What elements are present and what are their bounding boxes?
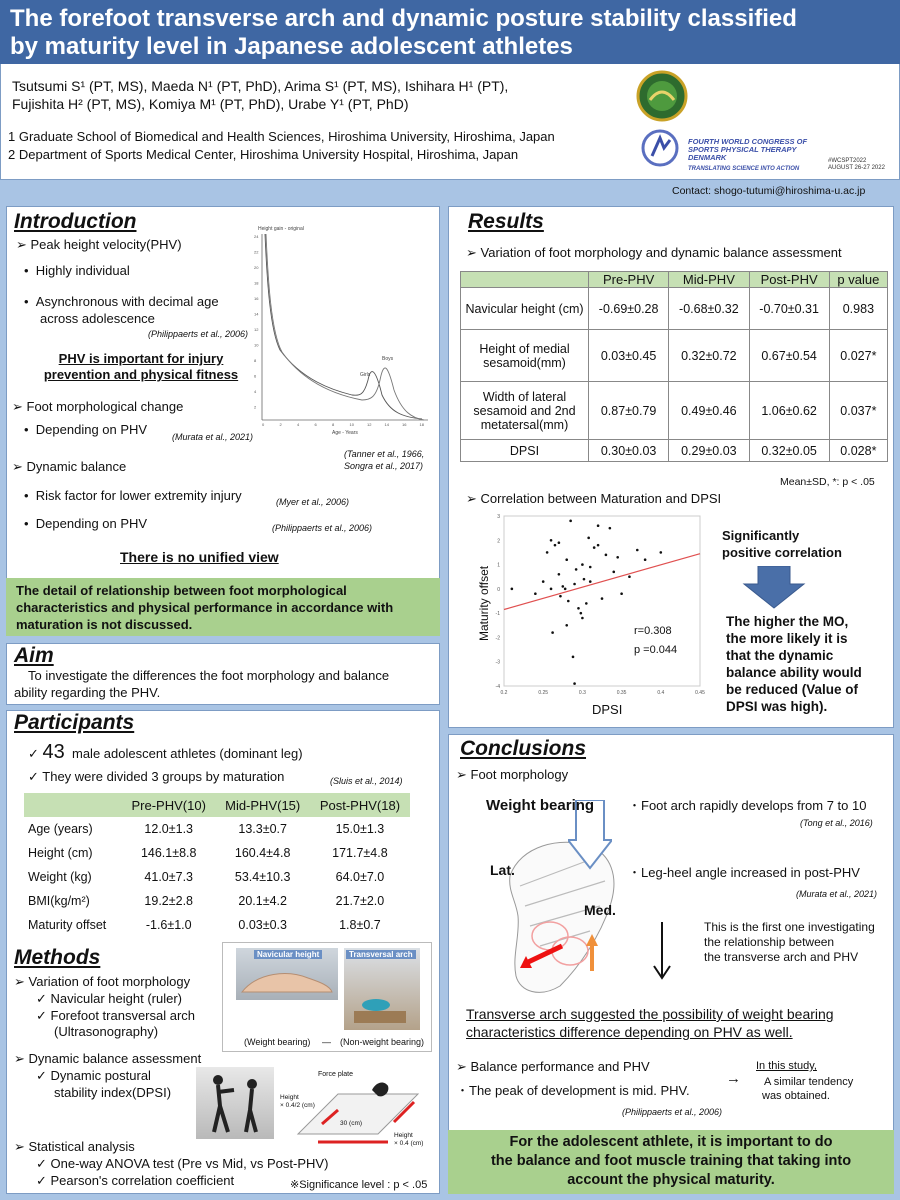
conc-foot-text: Foot morphology — [470, 767, 569, 782]
intro-no-view: There is no unified view — [120, 549, 279, 565]
methods-m3a: ✓ One-way ANOVA test (Pre vs Mid, vs Post-PHV) — [36, 1156, 329, 1171]
participants-row-label: Weight (kg) — [28, 870, 92, 884]
growth-ytick: 18 — [254, 280, 259, 286]
final-line-3: account the physical maturity. — [567, 1172, 775, 1188]
gap-line-2: characteristics and physical performance in accordance with — [16, 600, 394, 615]
conc-c2: ・Leg-heel angle increased in post-PHV — [628, 865, 860, 880]
scatter-point — [550, 539, 553, 542]
methods-heading: Methods — [14, 946, 101, 969]
scatter-ytick: 1 — [497, 562, 500, 569]
dash-label: — — [322, 1037, 331, 1047]
participants-cell: 12.0±1.3 — [144, 822, 193, 836]
corr-p: p =0.044 — [634, 644, 678, 656]
results-cell: -0.69±0.28 — [589, 288, 669, 330]
growth-boys-label: Boys — [382, 356, 394, 362]
navicular-label: Navicular height — [254, 950, 322, 959]
participants-cell: 21.7±2.0 — [335, 894, 385, 908]
results-row — [461, 440, 888, 462]
participants-n-value: 43 — [42, 741, 65, 763]
results-col-header: p value — [829, 272, 887, 288]
scatter-point — [511, 588, 514, 591]
results-note: Mean±SD, *: p < .05 — [780, 476, 875, 488]
results-cell: 0.32±0.05 — [749, 440, 829, 462]
conc-cite-3: (Philippaerts et al., 2006) — [622, 1107, 723, 1117]
growth-ytick: 6 — [254, 373, 257, 379]
growth-ytick: 10 — [254, 342, 259, 348]
height-label-1-a: Height — [280, 1094, 299, 1101]
scatter-point — [597, 544, 600, 547]
title-line-2: by maturity level in Japanese adolescent athletes — [10, 33, 573, 60]
congress-logo-icon — [640, 128, 680, 168]
participants-row — [24, 865, 410, 889]
ultrasound-foot-icon — [350, 985, 410, 1025]
scatter-point — [616, 556, 619, 559]
growth-ytick: 2 — [254, 404, 257, 410]
conc-peak: ・The peak of development is mid. PHV. — [456, 1083, 690, 1098]
results-cell: 0.29±0.03 — [669, 440, 749, 462]
conc-cite-2: (Murata et al., 2021) — [796, 889, 878, 899]
scatter-xtick: 0.2 — [500, 690, 508, 696]
results-cell: 0.32±0.72 — [669, 330, 749, 382]
results-cell: 0.027* — [829, 330, 887, 382]
growth-ytick: 12 — [254, 327, 259, 332]
scatter-point — [585, 602, 588, 605]
participants-cell: 64.0±7.0 — [335, 870, 385, 884]
scatter-point — [581, 617, 584, 620]
first-line-3: the transverse arch and PHV — [704, 950, 859, 964]
growth-velocity-graph — [252, 220, 434, 450]
scatter-xtick: 0.25 — [538, 690, 549, 696]
higher-mo-text — [726, 613, 862, 715]
graph-cite-2: Songra et al., 2017) — [344, 461, 424, 471]
congress-line-3: DENMARK — [688, 153, 727, 162]
participants-col-header — [24, 793, 122, 817]
methods-m1b1-text: Forefoot transversal arch — [50, 1008, 196, 1023]
participants-n: ✓ 43 male adolescent athletes (dominant leg) — [28, 741, 303, 763]
results-row-label: Width of lateral sesamoid and 2nd metatersal(mm) — [461, 382, 589, 440]
participants-cell: 13.3±0.7 — [238, 822, 287, 836]
participants-row — [24, 913, 410, 937]
results-row — [461, 288, 888, 330]
height-label-1-b: × 0.4/2 (cm) — [280, 1102, 315, 1109]
growth-xtick: 14 — [384, 422, 389, 427]
intro-important-2: prevention and physical fitness — [43, 367, 239, 382]
participants-cell: 20.1±4.2 — [238, 894, 287, 908]
first-line-1: This is the first one investigating — [704, 920, 875, 934]
intro-foot-text: Foot morphological change — [26, 399, 184, 414]
growth-curve-girls — [265, 234, 422, 419]
scatter-point — [554, 544, 557, 547]
results-cell: 0.67±0.54 — [749, 330, 829, 382]
scatter-xtick: 0.35 — [616, 690, 627, 696]
final-line-2: the balance and foot muscle training that taking into — [490, 1153, 852, 1169]
aim-line-1: To investigate the differences the foot morphology and balance — [28, 668, 390, 683]
scatter-point — [558, 573, 561, 576]
intro-b1: • Highly individual — [24, 263, 130, 278]
scatter-point — [575, 568, 578, 571]
gap-line-1: The detail of relationship between foot morphological — [16, 583, 347, 598]
congress-date-text: AUGUST 26-27 2022 — [828, 165, 885, 171]
congress-line-2: SPORTS PHYSICAL THERAPY — [688, 145, 797, 154]
congress-name — [688, 138, 807, 162]
growth-ytick: 14 — [254, 311, 259, 317]
results-cell: -0.70±0.31 — [749, 288, 829, 330]
med-label: Med. — [584, 902, 616, 918]
sig-line-1: Significantly — [722, 528, 800, 543]
results-col-header: Pre-PHV — [589, 272, 669, 288]
growth-girls-label: Girls — [360, 372, 371, 378]
gap-line-3: maturation is not discussed. — [16, 617, 193, 632]
results-col-header — [461, 272, 589, 288]
participants-row — [24, 889, 410, 913]
participants-row — [24, 841, 410, 865]
participants-groups-text: They were divided 3 groups by maturation — [42, 769, 285, 784]
transversal-label: Transversal arch — [346, 950, 416, 959]
intro-foot-b-text: Depending on PHV — [35, 422, 148, 437]
growth-ytick: 24 — [254, 234, 259, 239]
methods-m2: ➢ Dynamic balance assessment — [14, 1051, 202, 1066]
affiliation-1: 1 Graduate School of Biomedical and Health Sciences, Hiroshima University, Hiroshima, Japan — [8, 129, 555, 144]
participants-cell: 53.4±10.3 — [234, 870, 291, 884]
growth-xtick: 10 — [349, 422, 354, 427]
higher-line-4: balance ability would — [726, 665, 862, 680]
conc-cite-1: (Tong et al., 2016) — [800, 818, 873, 828]
corr-r: r=0.308 — [634, 625, 672, 637]
nwb-label: (Non-weight bearing) — [340, 1037, 425, 1047]
results-table — [460, 271, 888, 462]
intro-dyn-b2: • Depending on PHV — [24, 516, 148, 531]
wb-label: (Weight bearing) — [244, 1037, 311, 1047]
methods-m2a2: stability index(DPSI) — [54, 1085, 172, 1100]
lat-label: Lat. — [490, 862, 515, 878]
intro-foot: ➢ Foot morphological change — [12, 399, 184, 414]
study-line-3: was obtained. — [762, 1090, 830, 1102]
growth-xtick: 18 — [419, 422, 424, 427]
first-study-text — [704, 920, 875, 965]
participants-row-label: Height (cm) — [28, 846, 93, 860]
scatter-point — [534, 592, 537, 595]
higher-line-3: that the dynamic — [726, 648, 834, 663]
higher-line-2: the more likely it is — [726, 631, 848, 646]
scatter-point — [542, 580, 545, 583]
growth-ytick: 4 — [254, 389, 257, 394]
results-cell: 0.03±0.45 — [589, 330, 669, 382]
intro-cite-4: (Philippaerts et al., 2006) — [272, 523, 373, 533]
participants-cell: 19.2±2.8 — [144, 894, 193, 908]
participants-cell: -1.6±1.0 — [145, 918, 192, 932]
growth-ytick: 8 — [254, 358, 257, 363]
scatter-point — [567, 600, 570, 603]
distance-label: 30 (cm) — [340, 1120, 363, 1127]
height-label-1 — [280, 1094, 315, 1110]
intro-phv-text: Peak height velocity(PHV) — [30, 237, 182, 252]
methods-m3b-text: Pearson's correlation coefficient — [50, 1173, 235, 1188]
scatter-point — [565, 624, 568, 627]
first-line-2: the relationship between — [704, 935, 835, 949]
results-row — [461, 382, 888, 440]
participants-cell: 160.4±4.8 — [234, 846, 291, 860]
results-cell: -0.68±0.32 — [669, 288, 749, 330]
trans-line-2: characteristics difference depending on PHV as well. — [466, 1024, 793, 1040]
scatter-ytick: -2 — [495, 635, 500, 642]
scatter-point — [546, 551, 549, 554]
scatter-point — [551, 631, 554, 634]
participants-table-header — [24, 793, 410, 817]
conc-bal: ➢ Balance performance and PHV — [456, 1059, 650, 1074]
height-label-2 — [394, 1132, 423, 1148]
scatter-point — [562, 585, 565, 588]
sig-line-2: positive correlation — [722, 545, 842, 560]
participants-cell: 146.1±8.8 — [140, 846, 197, 860]
significance-note: ※Significance level : p < .05 — [290, 1179, 428, 1191]
scatter-point — [612, 571, 615, 574]
participants-table — [24, 793, 410, 937]
scatter-point — [573, 682, 576, 685]
down-arrow-icon — [742, 566, 806, 610]
growth-xtick: 6 — [314, 422, 317, 427]
participants-cell: 1.8±0.7 — [339, 918, 381, 932]
scatter-point — [609, 527, 612, 530]
authors-line-2: Fujishita H² (PT, MS), Komiya M¹ (PT, PhD), Urabe Y¹ (PT, PhD) — [12, 96, 409, 112]
scatter-point — [572, 656, 575, 659]
study-line-2: A similar tendency — [764, 1076, 854, 1088]
results-row-label: DPSI — [461, 440, 589, 462]
graph-cite-1: (Tanner et al., 1966, — [344, 449, 425, 459]
participants-cell: 15.0±1.3 — [335, 822, 385, 836]
title-line-1: The forefoot transverse arch and dynamic posture stability classified — [10, 5, 797, 32]
scatter-point — [581, 563, 584, 566]
intro-dyn: ➢ Dynamic balance — [12, 459, 127, 474]
intro-cite-3: (Myer et al., 2006) — [276, 497, 350, 507]
growth-ytick: 20 — [254, 265, 259, 270]
scatter-point — [601, 597, 604, 600]
participants-row-label: Age (years) — [28, 822, 93, 836]
results-row-label: Navicular height (cm) — [461, 288, 589, 330]
growth-x-label: Age - Years — [332, 430, 358, 436]
congress-tagline: TRANSLATING SCIENCE INTO ACTION — [688, 166, 800, 172]
scatter-point — [573, 583, 576, 586]
growth-xtick: 8 — [332, 422, 335, 427]
conclusions-heading: Conclusions — [460, 737, 587, 760]
intro-b2a-text: Asynchronous with decimal age — [35, 294, 219, 309]
growth-xtick: 4 — [297, 422, 300, 427]
scatter-point — [583, 578, 586, 581]
weight-bearing-label: Weight bearing — [486, 797, 595, 814]
scatter-ytick: -1 — [495, 611, 500, 618]
conc-bal-text: Balance performance and PHV — [470, 1059, 650, 1074]
athlete-jump-icon — [200, 1070, 270, 1136]
results-cell: 0.028* — [829, 440, 887, 462]
aim-line-2: ability regarding the PHV. — [14, 685, 161, 700]
results-cell: 1.06±0.62 — [749, 382, 829, 440]
scatter-chart — [474, 510, 710, 720]
methods-m2-text: Dynamic balance assessment — [28, 1051, 202, 1066]
results-col-header: Post-PHV — [749, 272, 829, 288]
methods-m2a: ✓ Dynamic postural — [36, 1068, 151, 1083]
results-cell: 0.30±0.03 — [589, 440, 669, 462]
scatter-ylabel: Maturity offset — [477, 565, 491, 641]
growth-graph-title: Height gain - original — [258, 226, 304, 232]
intro-cite-2: (Murata et al., 2021) — [172, 432, 254, 442]
foot-side-icon — [238, 962, 336, 998]
conc-arrow: → — [726, 1070, 741, 1087]
participants-col-header: Pre-PHV(10) — [122, 793, 216, 817]
results-table-header — [461, 272, 888, 288]
scatter-point — [558, 541, 561, 544]
intro-dyn-b1: • Risk factor for lower extremity injury — [24, 488, 242, 503]
scatter-xtick: 0.4 — [657, 690, 665, 696]
scatter-point — [589, 566, 592, 569]
authors-line-1: Tsutsumi S¹ (PT, MS), Maeda N¹ (PT, PhD), Arima S¹ (PT, MS), Ishihara H¹ (PT), — [12, 78, 509, 94]
results-row — [461, 330, 888, 382]
force-plate-label: Force plate — [318, 1071, 354, 1078]
intro-cite-1: (Philippaerts et al., 2006) — [148, 329, 249, 339]
scatter-point — [593, 546, 596, 549]
growth-curve-boys — [266, 234, 424, 420]
growth-ytick: 16 — [254, 296, 259, 301]
conc-foot: ➢ Foot morphology — [456, 767, 569, 782]
intro-b2b: across adolescence — [40, 311, 155, 326]
scatter-point — [564, 588, 567, 591]
participants-col-header: Post-PHV(18) — [310, 793, 410, 817]
results-sub-1: ➢ Variation of foot morphology and dynamic balance assessment — [466, 245, 842, 260]
title-bar — [0, 0, 900, 64]
congress-date — [828, 158, 885, 172]
university-logo-icon — [636, 70, 688, 122]
results-cell: 0.87±0.79 — [589, 382, 669, 440]
results-sub-1-text: Variation of foot morphology and dynamic balance assessment — [480, 245, 842, 260]
participants-n-text: male adolescent athletes (dominant leg) — [72, 746, 303, 761]
results-cell: 0.037* — [829, 382, 887, 440]
congress-tag: #WCSPT2022 — [828, 158, 867, 164]
participants-col-header: Mid-PHV(15) — [216, 793, 310, 817]
participants-row — [24, 817, 410, 841]
scatter-point — [636, 549, 639, 552]
scatter-ytick: 2 — [497, 538, 500, 545]
contact-email[interactable]: Contact: shogo-tutumi@hiroshima-u.ac.jp — [672, 185, 866, 197]
results-row-label: Height of medial sesamoid(mm) — [461, 330, 589, 382]
scatter-ytick: -3 — [495, 659, 500, 666]
conc-c1: ・Foot arch rapidly develops from 7 to 10 — [628, 798, 867, 813]
results-sub-2-text: Correlation between Maturation and DPSI — [480, 491, 722, 506]
height-label-2-b: × 0.4 (cm) — [394, 1140, 424, 1147]
scatter-xtick: 0.3 — [578, 690, 586, 696]
results-sub-2: ➢ Correlation between Maturation and DPSI — [466, 491, 722, 506]
scatter-point — [580, 612, 583, 615]
methods-m3: ➢ Statistical analysis — [14, 1139, 135, 1154]
intro-foot-b: • Depending on PHV — [24, 422, 148, 437]
congress-line-1: FOURTH WORLD CONGRESS OF — [688, 137, 808, 146]
higher-line-5: be reduced (Value of — [726, 682, 859, 697]
participants-cell: 171.7±4.8 — [332, 846, 388, 860]
scatter-ytick: 0 — [497, 586, 500, 593]
scatter-xlabel: DPSI — [592, 702, 623, 717]
scatter-point — [644, 558, 647, 561]
scatter-point — [587, 537, 590, 540]
intro-b1-text: Highly individual — [35, 263, 130, 278]
higher-line-6: DPSI was high). — [726, 699, 828, 714]
scatter-point — [605, 554, 608, 557]
methods-m1-text: Variation of foot morphology — [28, 974, 191, 989]
growth-xtick: 0 — [262, 422, 265, 427]
scatter-point — [559, 595, 562, 598]
intro-b2: • Asynchronous with decimal age — [24, 294, 219, 309]
participants-row-label: Maturity offset — [28, 918, 107, 932]
growth-xtick: 16 — [402, 422, 407, 427]
methods-m2a1-text: Dynamic postural — [50, 1068, 151, 1083]
participants-cite: (Sluis et al., 2014) — [330, 776, 403, 786]
scatter-point — [660, 551, 663, 554]
scatter-point — [550, 588, 553, 591]
participants-cell: 0.03±0.3 — [238, 918, 287, 932]
methods-m3b: ✓ Pearson's correlation coefficient — [36, 1173, 235, 1188]
methods-m1a: ✓ Navicular height (ruler) — [36, 991, 183, 1006]
methods-m1b2: (Ultrasonography) — [54, 1024, 159, 1039]
scatter-point — [565, 558, 568, 561]
final-line-1: For the adolescent athlete, it is important to do — [509, 1134, 833, 1150]
scatter-ytick: 3 — [497, 514, 500, 520]
higher-line-1: The higher the MO, — [726, 614, 849, 629]
scatter-xtick: 0.45 — [695, 690, 705, 696]
results-col-header: Mid-PHV — [669, 272, 749, 288]
intro-phv: ➢ Peak height velocity(PHV) — [16, 237, 182, 252]
participants-heading: Participants — [14, 711, 135, 734]
scatter-point — [577, 607, 580, 610]
height-label-2-a: Height — [394, 1132, 413, 1139]
growth-xtick: 12 — [367, 422, 372, 427]
intro-dyn-text: Dynamic balance — [26, 459, 127, 474]
results-cell: 0.983 — [829, 288, 887, 330]
scatter-point — [597, 524, 600, 527]
intro-dyn-b2-text: Depending on PHV — [35, 516, 148, 531]
results-heading: Results — [468, 210, 544, 233]
intro-important-1: PHV is important for injury — [58, 351, 224, 366]
results-cell: 0.49±0.46 — [669, 382, 749, 440]
methods-m3a-text: One-way ANOVA test (Pre vs Mid, vs Post-PHV) — [50, 1156, 329, 1171]
methods-m1b: ✓ Forefoot transversal arch — [36, 1008, 196, 1023]
participants-row-label: BMI(kg/m²) — [28, 894, 90, 908]
introduction-heading: Introduction — [14, 210, 137, 233]
participants-groups: ✓ They were divided 3 groups by maturation — [28, 769, 285, 784]
thin-down-arrow-icon — [650, 922, 674, 980]
scatter-point — [589, 580, 592, 583]
methods-m1: ➢ Variation of foot morphology — [14, 974, 191, 989]
growth-xtick: 2 — [279, 422, 282, 427]
affiliation-2: 2 Department of Sports Medical Center, Hiroshima University Hospital, Hiroshima, Japan — [8, 147, 519, 162]
methods-m3-text: Statistical analysis — [28, 1139, 135, 1154]
aim-heading: Aim — [14, 644, 54, 667]
scatter-point — [620, 592, 623, 595]
scatter-point — [569, 520, 572, 523]
intro-dyn-b1-text: Risk factor for lower extremity injury — [35, 488, 242, 503]
methods-m1a-text: Navicular height (ruler) — [50, 991, 183, 1006]
trans-line-1: Transverse arch suggested the possibility of weight bearing — [466, 1006, 834, 1022]
participants-cell: 41.0±7.3 — [144, 870, 193, 884]
growth-ytick: 22 — [254, 249, 259, 255]
scatter-point — [628, 575, 631, 578]
scatter-ytick: -4 — [495, 684, 500, 690]
study-line-1: In this study, — [756, 1060, 817, 1072]
